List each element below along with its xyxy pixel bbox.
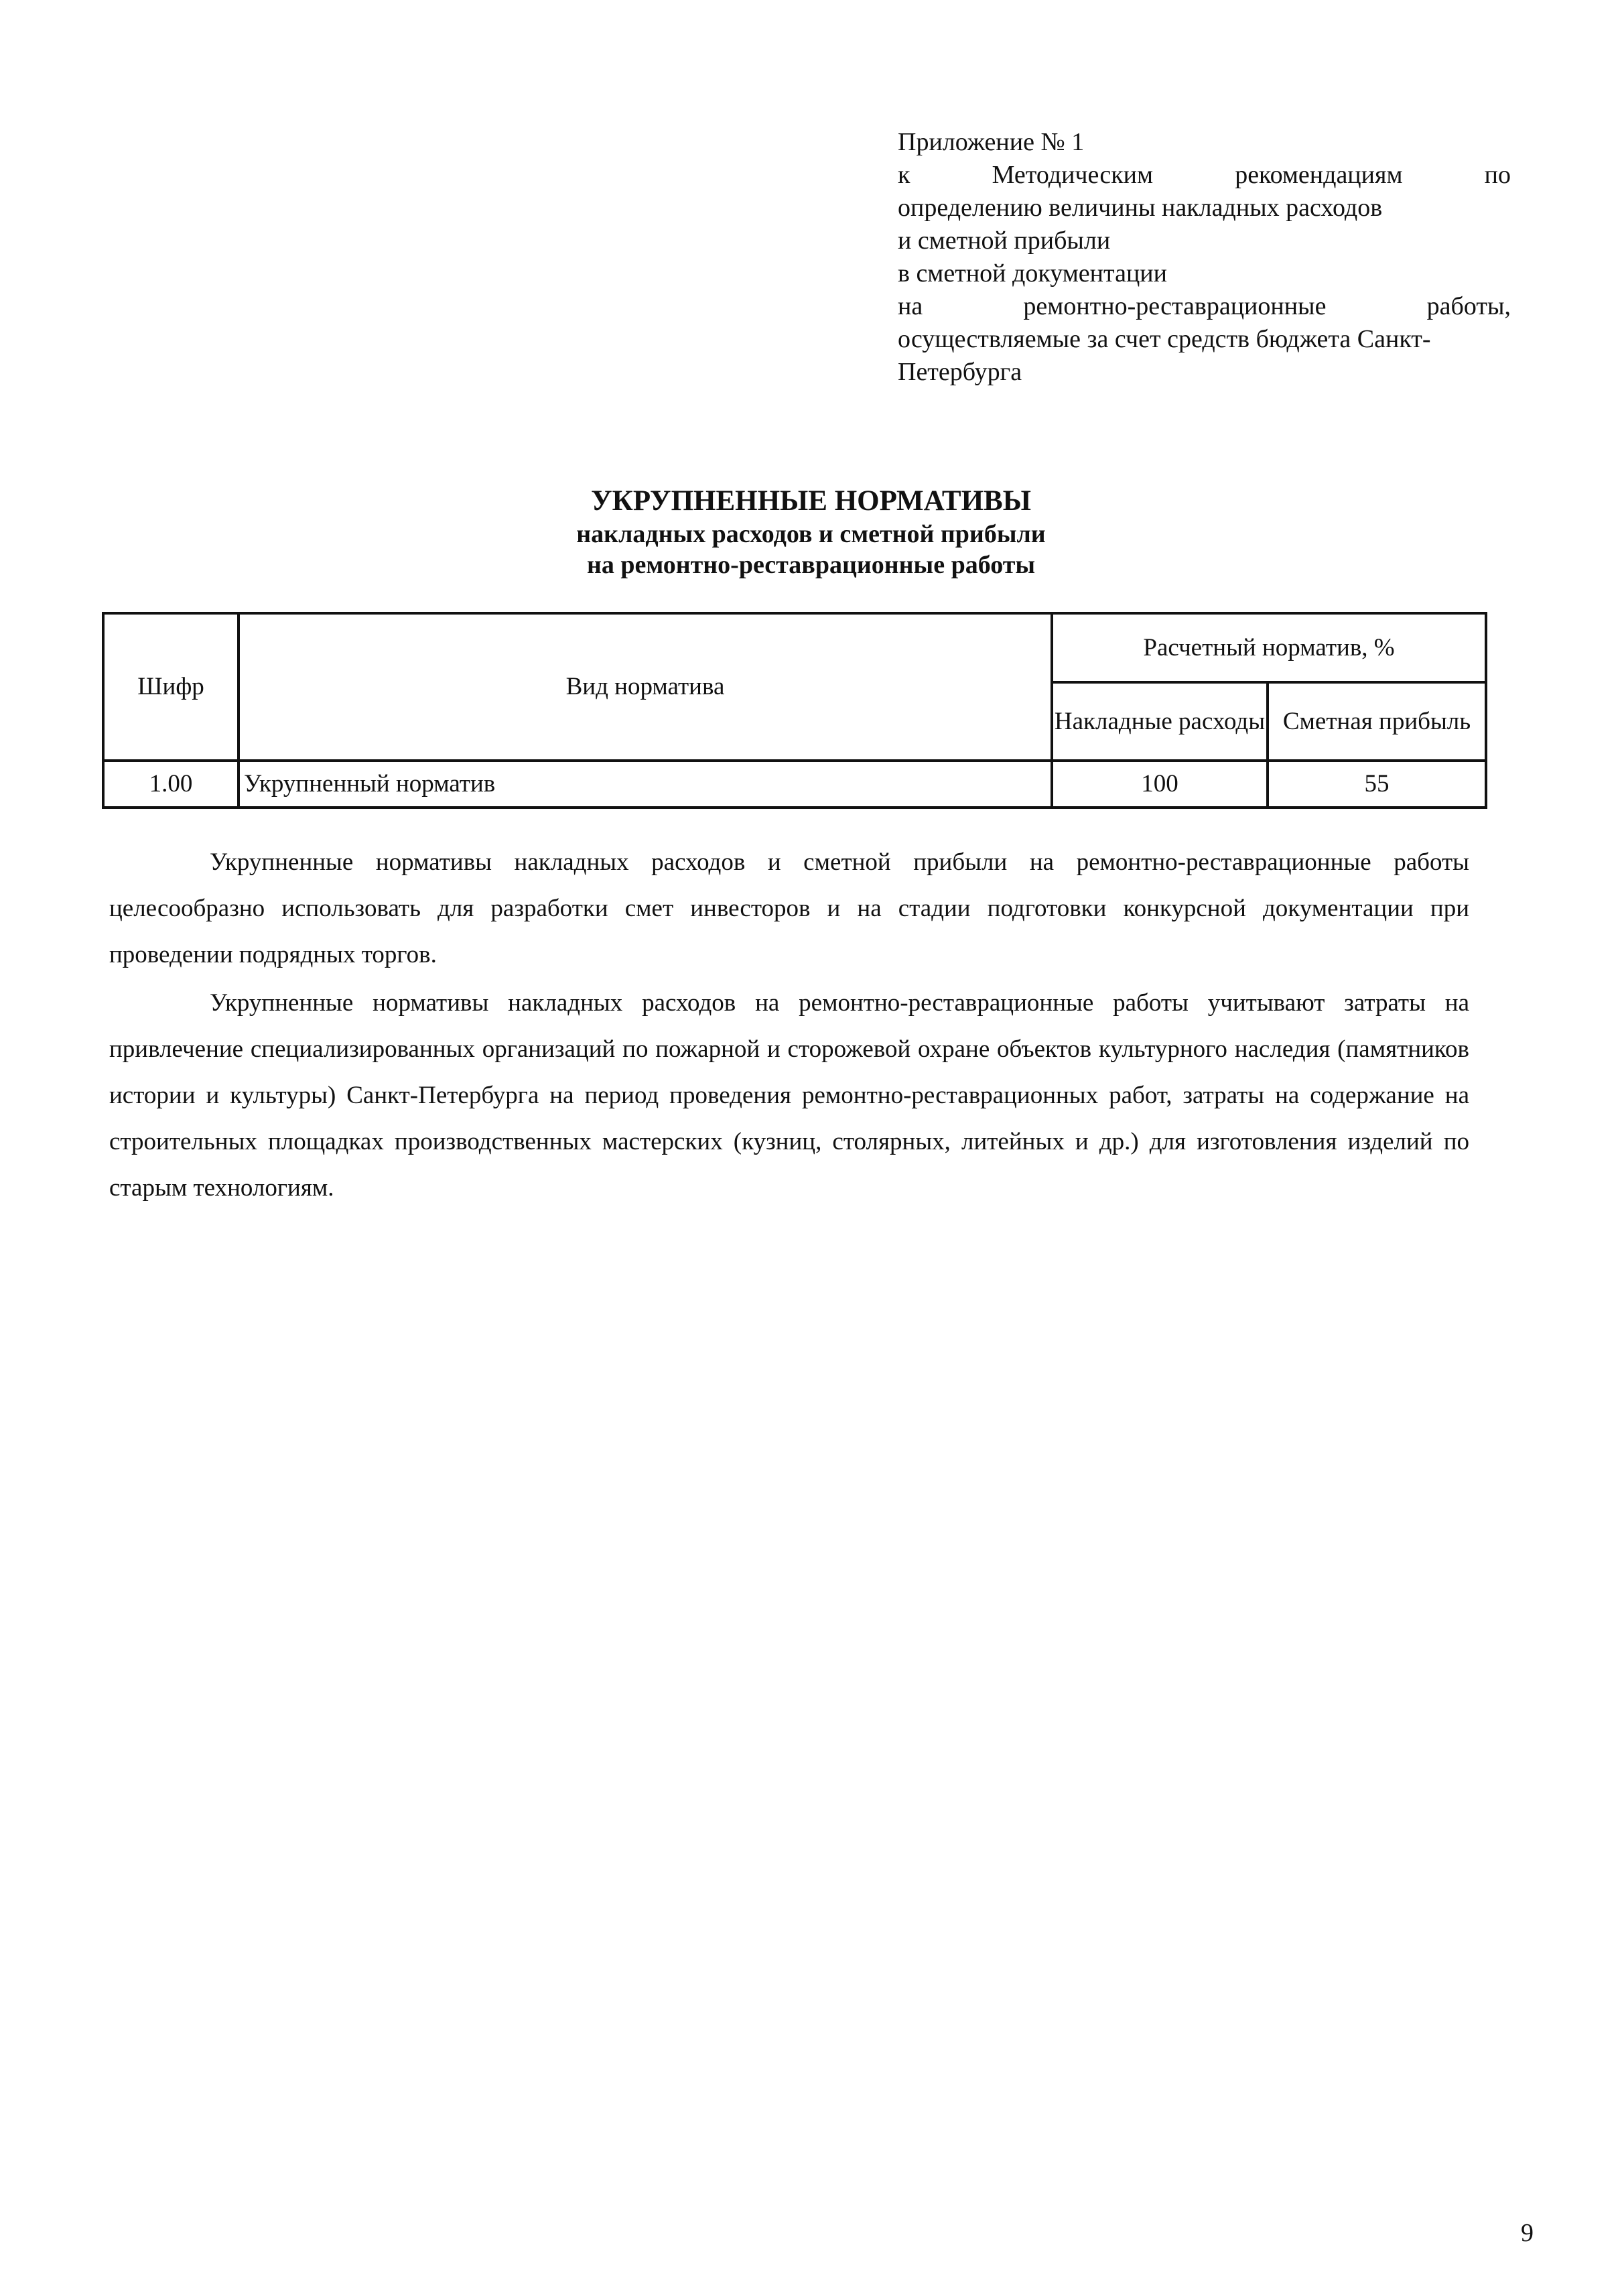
page-number: 9: [1521, 2219, 1534, 2247]
title-sub-2: на ремонтно-реставрационные работы: [586, 551, 1036, 579]
body-text: [109, 839, 1469, 1213]
word: рекомендациям: [1235, 161, 1403, 189]
table-row: [103, 761, 1486, 808]
header-rate-group: Расчетный норматив, %: [1052, 613, 1486, 682]
norms-table: [102, 612, 1487, 809]
paragraph-1: Укрупненные нормативы накладных расходов и сметной прибыли на ремонтно-реставрационные работы целесообразно использовать для разработки смет инвесторов и на стадии подготовки конкурсной документации при проведении подрядных торгов.: [109, 848, 1469, 968]
header-profit: Сметная прибыль: [1268, 682, 1486, 761]
appendix-line-6: [898, 290, 1511, 323]
cell-overhead: 100: [1052, 761, 1268, 808]
document-title: [0, 484, 1622, 580]
appendix-header: [898, 126, 1511, 389]
word: по: [1484, 161, 1511, 189]
word: ремонтно-реставрационные: [1023, 292, 1327, 320]
appendix-line-4: и сметной прибыли: [898, 227, 1111, 255]
header-code: Шифр: [103, 613, 239, 761]
appendix-line-3: определению величины накладных расходов: [898, 194, 1383, 222]
word: работы,: [1426, 292, 1511, 320]
appendix-line-5: в сметной документации: [898, 259, 1167, 288]
word: к: [898, 161, 910, 189]
cell-code: 1.00: [103, 761, 239, 808]
appendix-line-7: осуществляемые за счет средств бюджета Санкт-: [898, 325, 1431, 353]
paragraph-2: Укрупненные нормативы накладных расходов на ремонтно-реставрационные работы учитывают затраты на привлечение специализированных организаций по пожарной и сторожевой охране объектов культурного наследия (памятников истории и культуры) Санкт-Петербурга на период проведения ремонтно-реставрационных работ, затраты на содержание на строительных площадках производственных мастерских (кузниц, столярных, литейных и др.) для изготовления изделий по старым технологиям.: [109, 989, 1469, 1202]
appendix-number: Приложение № 1: [898, 128, 1085, 156]
word: Методическим: [992, 161, 1154, 189]
title-sub-1: накладных расходов и сметной прибыли: [576, 520, 1046, 548]
title-main: УКРУПНЕННЫЕ НОРМАТИВЫ: [591, 485, 1031, 517]
header-overhead: Накладные расходы: [1052, 682, 1268, 761]
appendix-line-8: Петербурга: [898, 358, 1022, 386]
cell-type: Укрупненный норматив: [239, 761, 1052, 808]
appendix-line-2: [898, 159, 1511, 192]
word: на: [898, 292, 923, 320]
header-type: Вид норматива: [239, 613, 1052, 761]
cell-profit: 55: [1268, 761, 1486, 808]
